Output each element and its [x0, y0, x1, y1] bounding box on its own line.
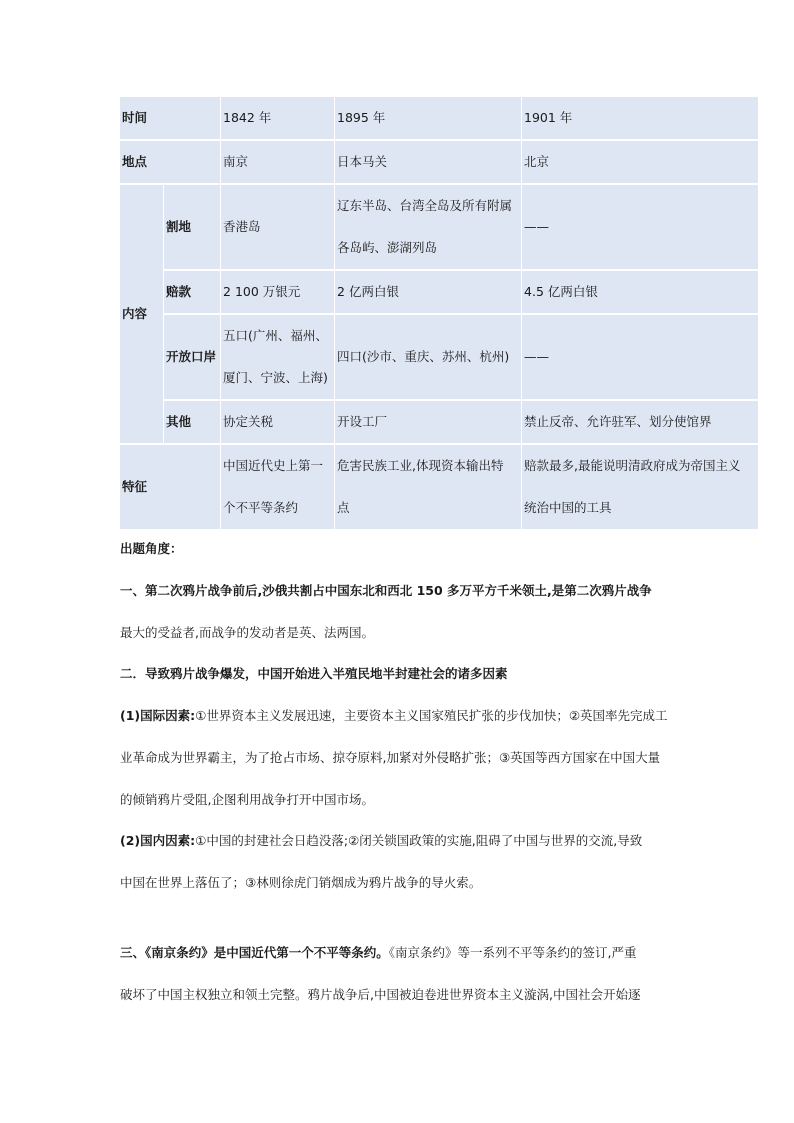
cell-feature-1	[221, 445, 335, 531]
treaty-comparison-table	[120, 97, 759, 531]
intl-factors-label: (1)国际因素:	[120, 708, 196, 723]
table-row-ports	[120, 315, 759, 401]
point-2-intl-line2: 业革命成为世界霸主，为了抢占市场、掠夺原料,加紧对外侵略扩张；③英国等西方国家在中国大量	[120, 750, 661, 765]
cell-feature-2-line1: 危害民族工业,体现资本输出特	[337, 458, 504, 473]
cell-feature-2-line2: 点	[337, 500, 350, 515]
cell-place-1: 南京	[221, 141, 335, 185]
row-label-other: 其他	[164, 401, 221, 445]
cell-cession-1: 香港岛	[221, 185, 335, 271]
table-row-other	[120, 401, 759, 445]
row-label-indemnity: 赔款	[164, 271, 221, 315]
domestic-factors-text: ①中国的封建社会日趋没落;②闭关锁国政策的实施,阻碍了中国与世界的交流,导致	[195, 833, 643, 848]
cell-ports-3: ——	[522, 315, 759, 401]
row-label-content: 内容	[120, 185, 164, 445]
cell-cession-2-line2: 各岛屿、澎湖列岛	[337, 240, 438, 255]
cell-ports-1-line2: 厦门、宁波、上海)	[223, 370, 328, 385]
cell-place-3: 北京	[522, 141, 759, 185]
cell-feature-1-line2: 个不平等条约	[223, 500, 299, 515]
cell-time-2: 1895 年	[335, 97, 522, 141]
cell-other-2: 开设工厂	[335, 401, 522, 445]
cell-cession-3: ——	[522, 185, 759, 271]
cell-ports-1	[221, 315, 335, 401]
domestic-factors-label: (2)国内因素:	[120, 833, 196, 848]
cell-place-2: 日本马关	[335, 141, 522, 185]
cell-time-1: 1842 年	[221, 97, 335, 141]
cell-feature-3	[522, 445, 759, 531]
cell-feature-3-line1: 赔款最多,最能说明清政府成为帝国主义	[524, 458, 741, 473]
row-label-feature: 特征	[120, 445, 221, 531]
table-row-feature	[120, 445, 759, 531]
point-1-line1: 一、第二次鸦片战争前后,沙俄共割占中国东北和西北 150 多万平方千米领土,是第二次鸦片战争	[120, 583, 652, 598]
angle-title: 出题角度：	[120, 541, 183, 556]
point-1-line2: 最大的受益者,而战争的发动者是英、法两国。	[120, 625, 374, 640]
cell-ports-1-line1: 五口(广州、福州、	[223, 328, 328, 343]
point-3-text: 《南京条约》等一系列不平等条约的签订,严重	[388, 945, 637, 960]
cell-feature-2	[335, 445, 522, 531]
point-2-domestic-line2: 中国在世界上落伍了；③林则徐虎门销烟成为鸦片战争的导火索。	[120, 875, 482, 890]
point-2-intl-line3: 的倾销鸦片受阻,企图利用战争打开中国市场。	[120, 792, 374, 807]
cell-time-3: 1901 年	[522, 97, 759, 141]
row-label-cession: 割地	[164, 185, 221, 271]
cell-ports-2: 四口(沙市、重庆、苏州、杭州)	[335, 315, 522, 401]
point-3-lead: 三、《南京条约》是中国近代第一个不平等条约。	[120, 945, 389, 960]
point-2-title: 二．导致鸦片战争爆发，中国开始进入半殖民地半封建社会的诸多因素	[120, 666, 508, 681]
point-2-intl-line1	[120, 706, 690, 726]
cell-feature-3-line2: 统治中国的工具	[524, 500, 612, 515]
cell-other-3: 禁止反帝、允许驻军、划分使馆界	[522, 401, 759, 445]
row-label-place: 地点	[120, 141, 221, 185]
table-row-time	[120, 97, 759, 141]
cell-cession-2-line1: 辽东半岛、台湾全岛及所有附属	[337, 198, 513, 213]
table-row-cession	[120, 185, 759, 271]
cell-indemnity-1: 2 100 万银元	[221, 271, 335, 315]
intl-factors-text: ①世界资本主义发展迅速，主要资本主义国家殖民扩张的步伐加快；②英国率先完成工	[195, 708, 668, 723]
point-3-line1	[120, 943, 690, 963]
point-2-domestic-line1	[120, 831, 690, 851]
cell-indemnity-3: 4.5 亿两白银	[522, 271, 759, 315]
row-label-time: 时间	[120, 97, 221, 141]
cell-feature-1-line1: 中国近代史上第一	[223, 458, 324, 473]
point-3-line2: 破坏了中国主权独立和领土完整。鸦片战争后,中国被迫卷进世界资本主义漩涡,中国社会开始逐	[120, 987, 641, 1002]
table-row-indemnity	[120, 271, 759, 315]
cell-indemnity-2: 2 亿两白银	[335, 271, 522, 315]
cell-cession-2	[335, 185, 522, 271]
row-label-ports: 开放口岸	[164, 315, 221, 401]
table-row-place	[120, 141, 759, 185]
cell-other-1: 协定关税	[221, 401, 335, 445]
